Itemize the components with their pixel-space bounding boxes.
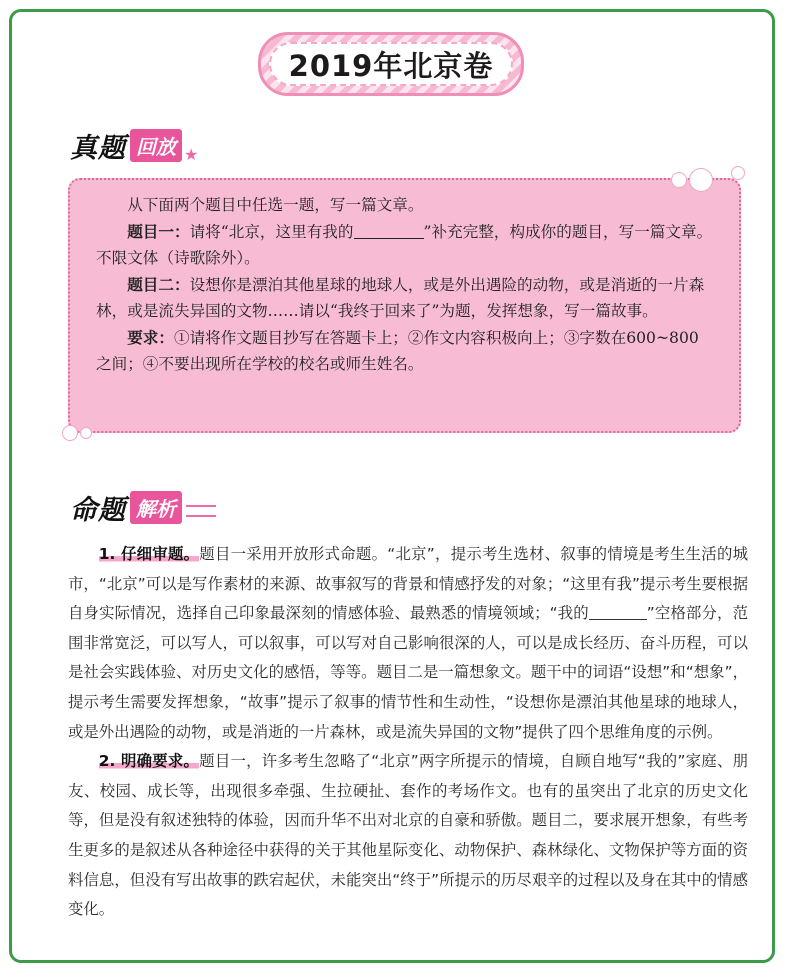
title-banner-inner bbox=[269, 42, 513, 86]
section-heading-analysis-main: 命题 bbox=[70, 495, 126, 526]
section-heading-analysis bbox=[70, 488, 216, 527]
page-title: 2019年北京卷 bbox=[288, 48, 494, 83]
bubble-decoration bbox=[62, 425, 78, 441]
analysis-body bbox=[68, 540, 748, 925]
analysis-point-1-text-a: 题目一采用开放形式命题。“北京”，提示考生选材、叙事的情境是考生生活的城市，“北京”可以是写作素材的来源、故事叙写的背景和情感抒发的对象；“这里有我”提示考生要根据自身实际情况，选择自己印象最深刻的情感体验、最熟悉的情境领域；“我的 bbox=[68, 545, 748, 623]
dash-decoration bbox=[186, 505, 216, 517]
answer-blank bbox=[589, 604, 647, 620]
bubble-decoration bbox=[731, 166, 745, 180]
question-one-text-a: 请将“北京，这里有我的 bbox=[189, 222, 354, 241]
bubble-decoration bbox=[671, 172, 687, 188]
analysis-paragraph-2 bbox=[68, 747, 748, 925]
requirements-text: ①请将作文题目抄写在答题卡上；②作文内容积极向上；③字数在600~800之间；④不要出现所在学校的校名或师生姓名。 bbox=[96, 328, 699, 373]
bubble-decoration bbox=[80, 427, 92, 439]
requirements-label: 要求： bbox=[127, 328, 174, 347]
section-heading-analysis-tag: 解析 bbox=[130, 491, 182, 524]
question-one-label: 题目一： bbox=[127, 222, 190, 241]
question-requirements bbox=[96, 325, 713, 378]
section-heading-review-tag: 回放 bbox=[130, 129, 182, 162]
analysis-point-2-label: 2. 明确要求。 bbox=[98, 752, 200, 771]
analysis-point-2-text: 题目一，许多考生忽略了“北京”两字所提示的情境，自顾自地写“我的”家庭、朋友、校园、成长等，出现很多牵强、生拉硬扯、套作的考场作文。也有的虽突出了北京的历史文化等，但是没有叙述独特的体验，因而升华不出对北京的自豪和骄傲。题目二，要求展开想象，有些考生更多的是叙述从各种途径中获得的关于其他星际变化、动物保护、森林绿化、文物保护等方面的资料信息，但没有写出故事的跌宕起伏，未能突出“终于”所提示的历尽艰辛的过程以及身在其中的情感变化。 bbox=[68, 752, 748, 919]
question-box bbox=[68, 178, 741, 433]
star-icon: ★ bbox=[184, 145, 199, 164]
section-heading-review-main: 真题 bbox=[70, 133, 126, 164]
answer-blank bbox=[354, 222, 424, 239]
analysis-point-1-label: 1. 仔细审题。 bbox=[98, 545, 200, 563]
title-banner bbox=[258, 32, 524, 96]
analysis-point-1-text-b: ”空格部分，范围非常宽泛，可以写人，可以叙事，可以写对自己影响很深的人，可以是成长经历、奋斗历程，可以是社会实践体验、对历史文化的感悟，等等。题目二是一篇想象文。题干中的词语“设想”和“想象”，提示考生需要发挥想象，“故事”提示了叙事的情节性和生动性，“设想你是漂泊其他星球的地球人，或是外出遇险的动物，或是消逝的一片森林，或是流失异国的文物”提供了四个思维角度的示例。 bbox=[68, 604, 748, 741]
question-two bbox=[96, 272, 713, 325]
question-one bbox=[96, 219, 713, 272]
analysis-paragraph-1 bbox=[68, 540, 748, 747]
section-heading-review bbox=[70, 126, 198, 165]
question-two-text: 设想你是漂泊其他星球的地球人，或是外出遇险的动物，或是消逝的一片森林，或是流失异国的文物……请以“我终于回来了”为题，发挥想象，写一篇故事。 bbox=[96, 275, 705, 320]
bubble-decoration bbox=[689, 168, 713, 192]
question-two-label: 题目二： bbox=[127, 275, 190, 294]
question-intro: 从下面两个题目中任选一题，写一篇文章。 bbox=[127, 196, 424, 214]
question-one-text-b: ”补充完整，构成你的题目，写一篇文章。不限文体（诗歌除外）。 bbox=[96, 222, 713, 267]
